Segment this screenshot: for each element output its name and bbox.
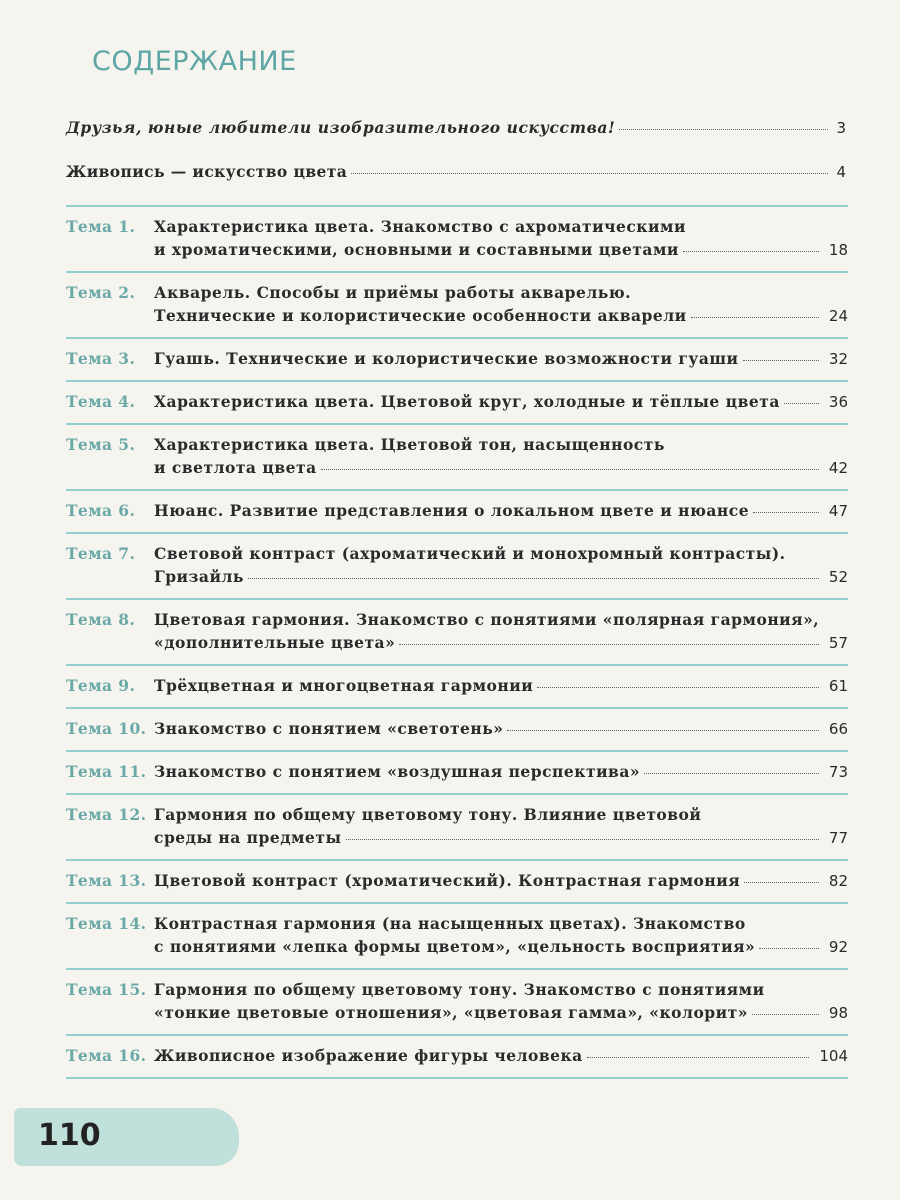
toc-entry[interactable] — [66, 382, 848, 423]
topic-number: Тема 16. — [66, 1046, 147, 1065]
topic-number: Тема 10. — [66, 719, 147, 738]
topic-page: 24 — [828, 307, 848, 325]
topic-title — [154, 608, 848, 655]
topic-title — [154, 433, 848, 480]
topic-title-line: среды на предметы — [154, 828, 342, 847]
toc-entry[interactable] — [66, 904, 848, 968]
topic-title — [154, 760, 848, 784]
topic-title-line: Гризайль — [154, 567, 244, 586]
topic-page: 73 — [828, 763, 848, 781]
topic-title-line: Гуашь. Технические и колористические возможности гуаши — [154, 349, 739, 368]
topic-page: 77 — [828, 829, 848, 847]
topic-title — [154, 912, 848, 959]
topic-number: Тема 11. — [66, 762, 147, 781]
topic-title — [154, 390, 848, 414]
dot-leader — [753, 512, 819, 513]
intro-entry[interactable] — [66, 162, 846, 181]
toc-entry[interactable] — [66, 273, 848, 337]
page-title: СОДЕРЖАНИЕ — [92, 46, 297, 77]
dot-leader — [619, 129, 828, 130]
topic-number: Тема 1. — [66, 217, 136, 236]
toc-entry[interactable] — [66, 1036, 848, 1077]
topic-title-line: Характеристика цвета. Цветовой круг, холодные и тёплые цвета — [154, 392, 780, 411]
topic-title — [154, 542, 848, 589]
toc-entry[interactable] — [66, 709, 848, 750]
topic-number: Тема 12. — [66, 805, 147, 824]
dot-leader — [691, 317, 819, 318]
topic-title — [154, 215, 848, 262]
page-number-badge — [14, 1108, 239, 1166]
topic-number: Тема 6. — [66, 501, 136, 520]
toc-entry[interactable] — [66, 339, 848, 380]
topic-number: Тема 8. — [66, 610, 136, 629]
topic-title-line: Знакомство с понятием «светотень» — [154, 719, 504, 738]
topic-page: 61 — [828, 677, 848, 695]
topic-page: 98 — [828, 1004, 848, 1022]
topic-title-line: Нюанс. Развитие представления о локальном цвете и нюансе — [154, 501, 750, 520]
dot-leader — [759, 948, 819, 949]
toc-entry[interactable] — [66, 425, 848, 489]
dot-leader — [752, 1014, 819, 1015]
intro-entry-page: 4 — [836, 163, 846, 181]
topic-page: 52 — [828, 568, 848, 586]
topic-title-line: Трёхцветная и многоцветная гармонии — [154, 676, 534, 695]
topic-title-line: Характеристика цвета. Знакомство с ахроматическими — [154, 217, 686, 236]
topic-page: 18 — [828, 241, 848, 259]
topic-title-line: «дополнительные цвета» — [154, 633, 396, 652]
dot-leader — [507, 730, 818, 731]
topic-title-line: с понятиями «лепка формы цветом», «цельность восприятия» — [154, 937, 756, 956]
topic-title-line: Контрастная гармония (на насыщенных цветах). Знакомство — [154, 914, 746, 933]
topic-number: Тема 9. — [66, 676, 136, 695]
topic-title-line: Гармония по общему цветовому тону. Влияние цветовой — [154, 805, 702, 824]
page-number: 110 — [38, 1118, 101, 1153]
topic-number: Тема 5. — [66, 435, 136, 454]
topic-title — [154, 1044, 848, 1068]
topic-title — [154, 347, 848, 371]
topic-number: Тема 4. — [66, 392, 136, 411]
dot-leader — [683, 251, 819, 252]
toc-entry[interactable] — [66, 534, 848, 598]
topic-title — [154, 281, 848, 328]
topic-title-line: Цветовая гармония. Знакомство с понятиями «полярная гармония», — [154, 610, 820, 629]
topic-title-line: Характеристика цвета. Цветовой тон, насыщенность — [154, 435, 665, 454]
dot-leader — [743, 360, 819, 361]
topic-page: 47 — [828, 502, 848, 520]
topic-number: Тема 3. — [66, 349, 136, 368]
topic-page: 42 — [828, 459, 848, 477]
dot-leader — [744, 882, 819, 883]
topic-title — [154, 978, 848, 1025]
toc-entry[interactable] — [66, 207, 848, 271]
dot-leader — [784, 403, 819, 404]
intro-entry-text: Друзья, юные любители изобразительного искусства! — [66, 118, 616, 137]
toc-entry[interactable] — [66, 600, 848, 664]
topic-title-line: Живописное изображение фигуры человека — [154, 1046, 583, 1065]
topic-number: Тема 15. — [66, 980, 147, 999]
topic-page: 92 — [828, 938, 848, 956]
topic-number: Тема 2. — [66, 283, 136, 302]
topic-page: 36 — [828, 393, 848, 411]
topic-title — [154, 869, 848, 893]
separator-rule — [66, 1077, 848, 1079]
topic-page: 57 — [828, 634, 848, 652]
dot-leader — [346, 839, 819, 840]
topic-title — [154, 674, 848, 698]
topic-title-line: и светлота цвета — [154, 458, 317, 477]
dot-leader — [351, 173, 828, 174]
dot-leader — [587, 1057, 810, 1058]
topic-page: 32 — [828, 350, 848, 368]
topic-title-line: Гармония по общему цветовому тону. Знакомство с понятиями — [154, 980, 765, 999]
dot-leader — [644, 773, 819, 774]
topic-title — [154, 717, 848, 741]
dot-leader — [248, 578, 819, 579]
toc-entry[interactable] — [66, 795, 848, 859]
topic-number: Тема 13. — [66, 871, 147, 890]
topic-title-line: Световой контраст (ахроматический и монохромный контрасты). — [154, 544, 786, 563]
intro-entry-page: 3 — [836, 119, 846, 137]
dot-leader — [321, 469, 819, 470]
table-of-contents — [66, 205, 848, 1079]
topic-title — [154, 499, 848, 523]
topic-page: 104 — [819, 1047, 848, 1065]
intro-entry[interactable] — [66, 118, 846, 137]
topic-title-line: и хроматическими, основными и составными цветами — [154, 240, 679, 259]
topic-title-line: Технические и колористические особенности акварели — [154, 306, 687, 325]
intro-entry-text: Живопись — искусство цвета — [66, 162, 348, 181]
dot-leader — [399, 644, 819, 645]
topic-title-line: Знакомство с понятием «воздушная перспектива» — [154, 762, 641, 781]
topic-number: Тема 14. — [66, 914, 147, 933]
topic-title-line: Цветовой контраст (хроматический). Контрастная гармония — [154, 871, 741, 890]
dot-leader — [537, 687, 819, 688]
toc-entry[interactable] — [66, 861, 848, 902]
toc-entry[interactable] — [66, 491, 848, 532]
topic-title-line: Акварель. Способы и приёмы работы акварелью. — [154, 283, 632, 302]
topic-title-line: «тонкие цветовые отношения», «цветовая гамма», «колорит» — [154, 1003, 748, 1022]
toc-entry[interactable] — [66, 970, 848, 1034]
topic-page: 66 — [828, 720, 848, 738]
topic-number: Тема 7. — [66, 544, 136, 563]
toc-entry[interactable] — [66, 666, 848, 707]
topic-page: 82 — [828, 872, 848, 890]
topic-title — [154, 803, 848, 850]
toc-entry[interactable] — [66, 752, 848, 793]
